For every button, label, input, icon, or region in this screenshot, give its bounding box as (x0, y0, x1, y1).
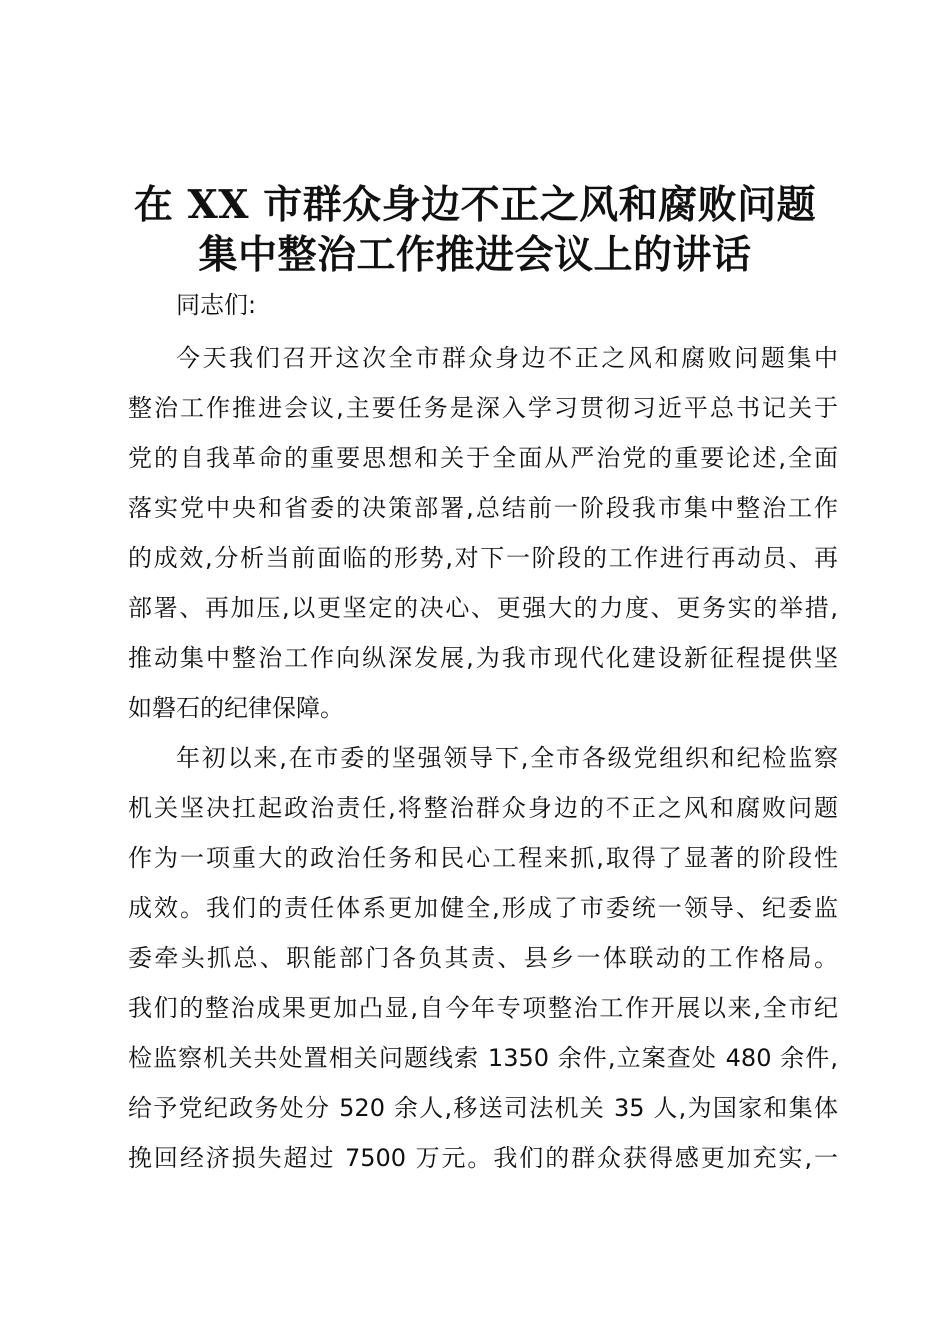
paragraph-line: 部署、再加压,以更坚定的决心、更强大的力度、更务实的举措, (128, 594, 838, 622)
paragraph-line: 党的自我革命的重要思想和关于全面从严治党的重要论述,全面 (128, 444, 838, 472)
paragraph-line: 挽回经济损失超过 7500 万元。我们的群众获得感更加充实,一 (128, 1144, 838, 1172)
paragraph-line: 今天我们召开这次全市群众身边不正之风和腐败问题集中 (176, 344, 838, 372)
greeting: 同志们: (176, 291, 257, 319)
paragraph-2 (128, 733, 838, 1183)
document-title-line-1: 在 XX 市群众身边不正之风和腐败问题 (133, 182, 817, 228)
paragraph-line: 的成效,分析当前面临的形势,对下一阶段的工作进行再动员、再 (128, 544, 838, 572)
paragraph-line: 如磐石的纪律保障。 (128, 694, 344, 722)
paragraph-line: 给予党纪政务处分 520 余人,移送司法机关 35 人,为国家和集体 (128, 1094, 838, 1122)
paragraph-line: 推动集中整治工作向纵深发展,为我市现代化建设新征程提供坚 (128, 644, 838, 672)
paragraph-line: 我们的整治成果更加凸显,自今年专项整治工作开展以来,全市纪 (128, 994, 838, 1022)
paragraph-line: 落实党中央和省委的决策部署,总结前一阶段我市集中整治工作 (128, 494, 838, 522)
paragraph-line: 年初以来,在市委的坚强领导下,全市各级党组织和纪检监察 (176, 744, 838, 772)
document-title-line-2: 集中整治工作推进会议上的讲话 (198, 232, 752, 278)
paragraph-line: 整治工作推进会议,主要任务是深入学习贯彻习近平总书记关于 (128, 394, 838, 422)
paragraph-line: 成效。我们的责任体系更加健全,形成了市委统一领导、纪委监 (128, 894, 838, 922)
paragraph-line: 检监察机关共处置相关问题线索 1350 余件,立案查处 480 余件, (128, 1044, 838, 1072)
paragraph-line: 作为一项重大的政治任务和民心工程来抓,取得了显著的阶段性 (128, 844, 838, 872)
paragraph-1 (128, 333, 838, 733)
paragraph-line: 委牵头抓总、职能部门各负其责、县乡一体联动的工作格局。 (128, 944, 838, 972)
paragraph-line: 机关坚决扛起政治责任,将整治群众身边的不正之风和腐败问题 (128, 794, 838, 822)
